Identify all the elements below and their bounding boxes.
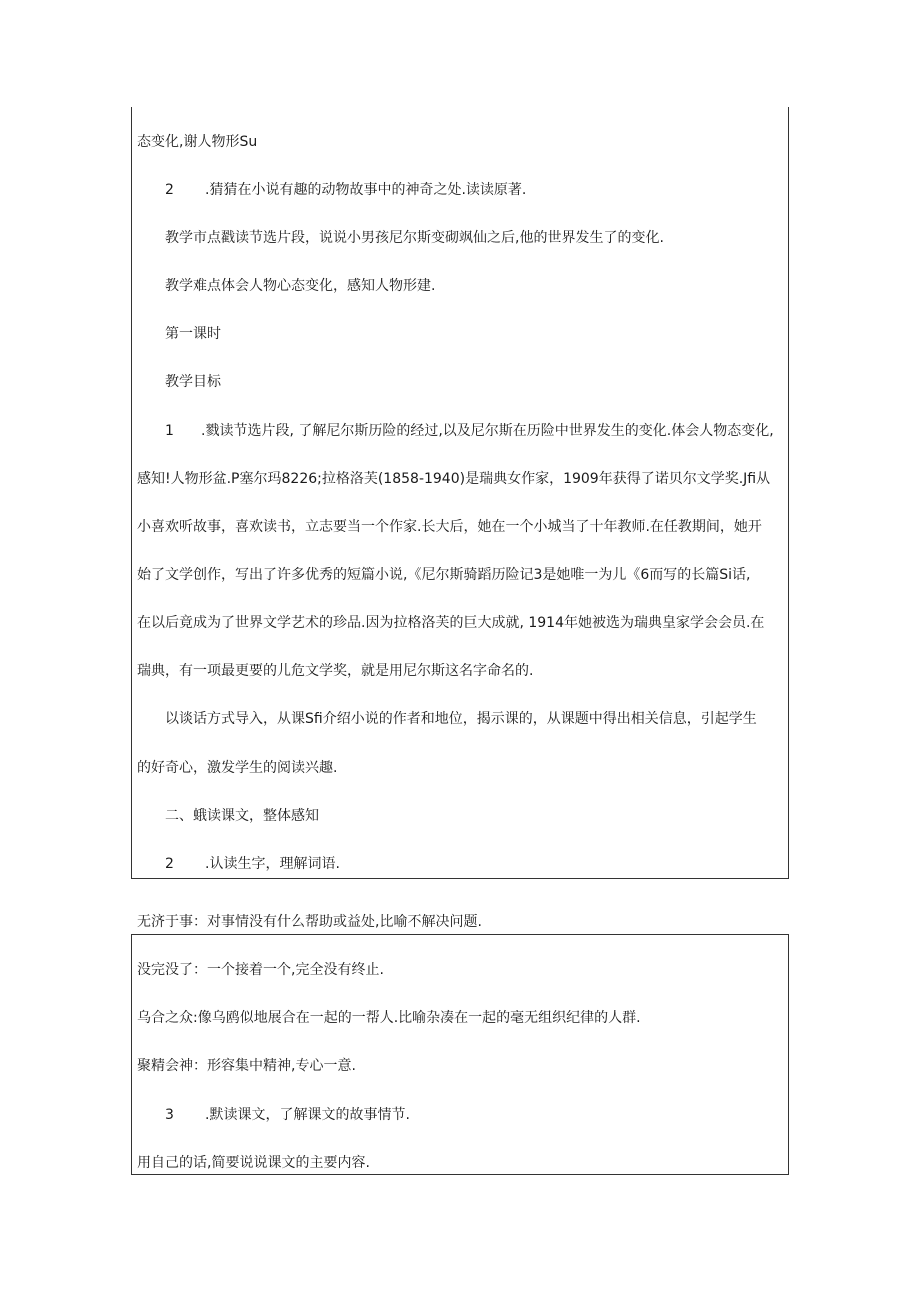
item-number: 1 xyxy=(165,423,174,439)
text-line: 的好奇心，激发学生的阅读兴趣. xyxy=(137,760,338,776)
section-heading: 教学目标 xyxy=(165,374,221,390)
text-line: 瑞典，有一项最更要的儿危文学奖，就是用尼尔斯这名字命名的. xyxy=(137,663,534,679)
text-line: 小喜欢听故事，喜欢读书，立志要当一个作家.长大后，她在一个小城当了十年教师.在任教期间，她开 xyxy=(137,519,762,535)
text-line: 教学市点戳读节选片段，说说小男孩尼尔斯变砌飒仙之后,他的世界发生了的变化. xyxy=(165,230,664,246)
item-number: 3 xyxy=(165,1107,174,1123)
text-line: 在以后竟成为了世界文学艺术的珍品.因为拉格洛芙的巨大成就, 1914年她被选为瑞典皇家学会会员.在 xyxy=(137,615,765,631)
text-line: 以谈话方式导入，从课Sfi介绍小说的作者和地位，揭示课的，从课题中得出相关信息，引起学生 xyxy=(165,711,757,727)
text-line: 始了文学创作，写出了许多优秀的短篇小说,《尼尔斯骑蹈历险记3是她唯一为儿《6而写的长篇Si话, xyxy=(137,567,751,583)
item-text: .猜猜在小说有趣的动物故事中的神奇之处.读读原著. xyxy=(205,182,527,198)
text-line: 用自己的话,简要说说课文的主要内容. xyxy=(137,1155,370,1171)
item-text: .戮读节选片段, 了解尼尔斯历险的经过,以及尼尔斯在历险中世界发生的变化.体会人物态变化, xyxy=(201,423,774,439)
item-text: .默读课文，了解课文的故事情节. xyxy=(205,1107,410,1123)
numbered-item xyxy=(165,1105,410,1125)
item-number: 2 xyxy=(165,856,174,872)
text-line: 无济于事：对事情没有什么帮助或益处,比喻不解决问题. xyxy=(137,914,482,930)
text-line: 聚精会神：形容集中精神,专心一意. xyxy=(137,1058,356,1074)
text-line: 乌合之众:像乌鸥似地展合在一起的一帮人.比喻杂凑在一起的毫无组织纪律的人群. xyxy=(137,1010,641,1026)
item-number: 2 xyxy=(165,182,174,198)
numbered-item xyxy=(165,421,774,441)
numbered-item xyxy=(165,854,340,874)
numbered-item xyxy=(165,180,526,200)
section-heading: 二、蛾读课文，整体感知 xyxy=(165,808,319,824)
text-line: 态变化,谢人物形Su xyxy=(137,134,258,150)
text-line: 教学难点体会人物心态变化，感知人物形建. xyxy=(165,278,436,294)
item-text: .认读生字，理解词语. xyxy=(205,856,340,872)
text-line: 没完没了：一个接着一个,完全没有终止. xyxy=(137,962,384,978)
section-heading: 第一课时 xyxy=(165,326,221,342)
text-line: 感知!人物形盆.P塞尔玛8226;拉格洛芙(1858-1940)是瑞典女作家，1909年获得了诺贝尔文学奖.Jfi从 xyxy=(137,471,771,487)
